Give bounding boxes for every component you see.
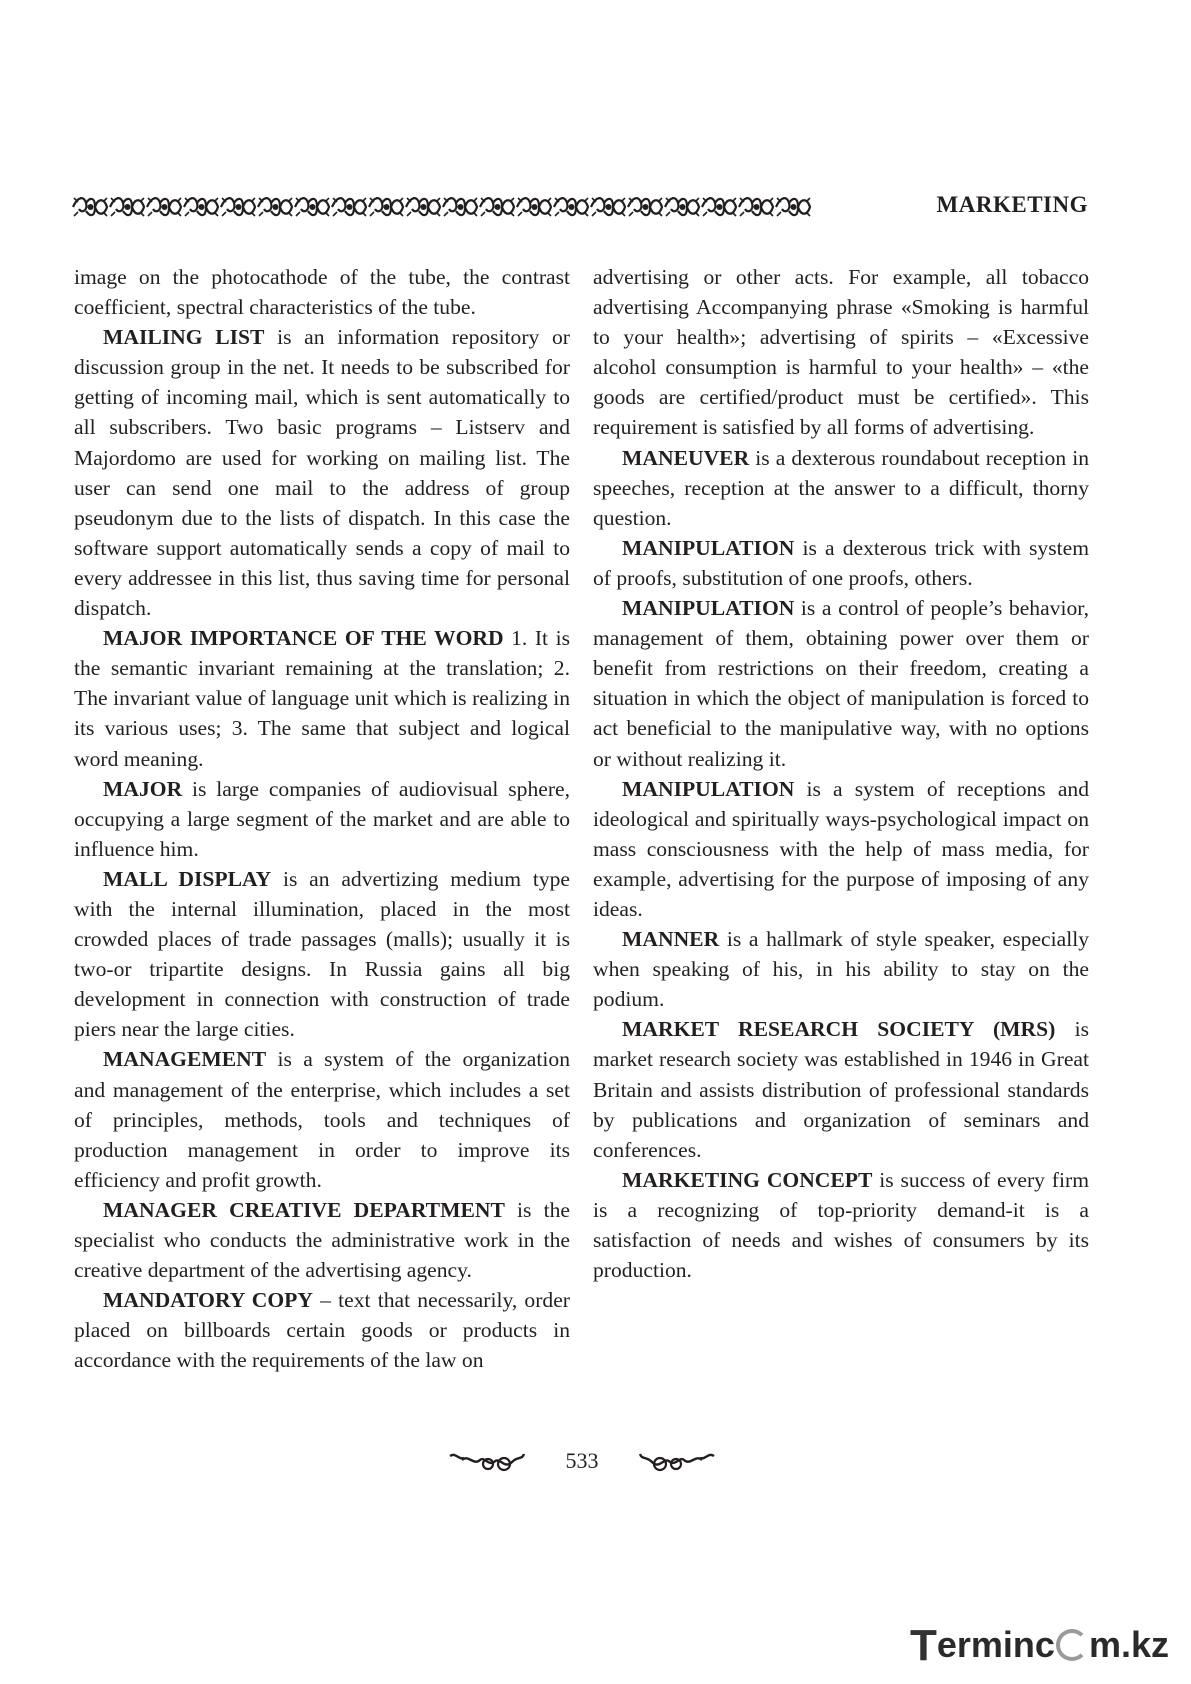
entry-term: MALL DISPLAY: [103, 866, 272, 891]
entry-term: MARKETING CONCEPT: [622, 1167, 873, 1192]
dictionary-entry: [593, 1165, 1089, 1285]
entry-definition: is success of every firm is a recognizing of top-priority demand-it is a satisfaction of needs and wishes of consumers by its production.: [593, 1167, 1089, 1283]
entry-definition: is the specialist who conducts the administrative work in the creative department of the advertising agency.: [74, 1197, 570, 1283]
entry-term: MANIPULATION: [622, 776, 795, 801]
left-column: [74, 262, 570, 1375]
entry-term: MANDATORY COPY: [103, 1288, 313, 1313]
entry-term: MANEUVER: [622, 445, 750, 470]
entry-term: MANAGEMENT: [103, 1047, 267, 1072]
watermark-t-letter: T: [910, 1621, 937, 1670]
entry-term: MANIPULATION: [622, 596, 795, 621]
dictionary-entry: [593, 443, 1089, 533]
dictionary-entry: [74, 1044, 570, 1194]
entry-definition: is a system of the organization and management of the enterprise, which includes a set of principles, methods, tools and techniques of production management in order to improve its efficiency and profit growth.: [74, 1047, 570, 1192]
swirl-ornament-left-icon: [448, 1450, 526, 1474]
section-title: MARKETING: [936, 192, 1088, 217]
site-watermark: [910, 1618, 1169, 1670]
entry-continuation: [74, 262, 570, 322]
dictionary-entry: [74, 322, 570, 623]
dictionary-entry: [593, 774, 1089, 924]
dictionary-entry: [593, 593, 1089, 774]
swirl-ornament-right-icon: [638, 1450, 716, 1474]
watermark-text-1: erminc: [936, 1624, 1055, 1665]
dictionary-entry: [74, 864, 570, 1045]
dictionary-entry: [593, 924, 1089, 1014]
entry-definition: is a dexterous trick with system of proofs, substitution of one proofs, others.: [593, 535, 1089, 590]
entry-term: MANAGER CREATIVE DEPARTMENT: [103, 1197, 505, 1222]
entry-term: MANIPULATION: [622, 535, 795, 560]
entry-definition: advertising or other acts. For example, all tobacco advertising Accompanying phrase «Smoking is harmful to your health»; advertising of spirits – «Excessive alcohol consumption is harmful to your health» – «the goods are certified/product must be certified». This requirement is satisfied by all forms of advertising.: [593, 265, 1089, 440]
entry-term: MAJOR IMPORTANCE OF THE WORD: [103, 626, 504, 651]
entry-definition: is an advertizing medium type with the internal illumination, placed in the most crowded places of trade passages (malls); usually it is two-or tripartite designs. In Russia gains all big development in connection with construction of trade piers near the large cities.: [74, 866, 570, 1042]
page-footer: [0, 1448, 1191, 1478]
page-number: 533: [565, 1448, 599, 1473]
watermark-o-icon: [1056, 1629, 1088, 1661]
page-header: [72, 188, 1088, 228]
entry-term: MAJOR: [103, 776, 183, 801]
right-column: [593, 262, 1089, 1285]
entry-definition: is market research society was established in 1946 in Great Britain and assists distribution of professional standards by publications and organization of seminars and conferences.: [593, 1017, 1089, 1162]
dictionary-entry: [593, 533, 1089, 593]
dictionary-entry: [74, 774, 570, 864]
dictionary-entry: [593, 1014, 1089, 1164]
entry-continuation: [593, 262, 1089, 443]
entry-definition: is a system of receptions and ideological and spiritually ways-psychological impact on mass consciousness with the help of mass media, for example, advertising for the purpose of imposing of any ideas.: [593, 776, 1089, 921]
watermark-text-2: m.kz: [1088, 1624, 1169, 1665]
entry-definition: image on the photocathode of the tube, the contrast coefficient, spectral characteristics of the tube.: [74, 265, 570, 320]
entry-definition: is a dexterous roundabout reception in speeches, reception at the answer to a difficult, thorny question.: [593, 445, 1089, 530]
entry-definition: is an information repository or discussion group in the net. It needs to be subscribed for getting of incoming mail, which is sent automatically to all subscribers. Two basic programs – Listserv and Majordomo are used for working on mailing list. The user can send one mail to the address of group pseudonym due to the lists of dispatch. In this case the software support automatically sends a copy of mail to every addressee in this list, thus saving time for personal dispatch.: [74, 325, 570, 621]
entry-term: MARKET RESEARCH SOCIETY (MRS): [622, 1017, 1056, 1042]
entry-definition: is a control of people’s behavior, management of them, obtaining power over them or benefit from restrictions on their freedom, creating a situation in which the object of manipulation is forced to act beneficial to the manipulative way, with no options or without realizing it.: [593, 596, 1089, 771]
dictionary-entry: [74, 1195, 570, 1285]
entry-term: MAILING LIST: [103, 325, 265, 350]
entry-definition: – text that necessarily, order placed on billboards certain goods or products in accordance with the requirements of the law on: [74, 1288, 570, 1373]
entry-definition: is large companies of audiovisual sphere, occupying a large segment of the market and are able to influence him.: [74, 776, 570, 861]
dictionary-entry: [74, 1285, 570, 1375]
entry-term: MANNER: [622, 927, 720, 952]
entry-definition: is a hallmark of style speaker, especially when speaking of his, in his ability to stay on the podium.: [593, 927, 1089, 1012]
dictionary-entry: [74, 623, 570, 773]
entry-definition: 1. It is the semantic invariant remaining at the translation; 2. The invariant value of language unit which is realizing in its various uses; 3. The same that subject and logical word meaning.: [74, 626, 571, 771]
ornament-band-icon: [72, 194, 812, 220]
